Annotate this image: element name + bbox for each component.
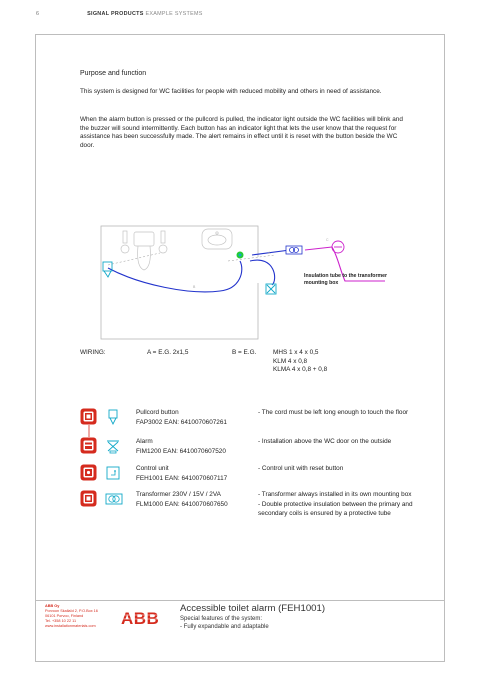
footer-divider [35,600,445,601]
company-name: ABB Oy [45,604,60,608]
control-unit-icon [80,464,97,481]
page-number: 6 [36,11,40,17]
diagram-label-c: C [326,238,329,242]
product-name: Control unit [136,465,169,472]
product-note: - Transformer always installed in its own mounting box [258,491,412,498]
abb-logo [121,609,161,627]
product-code: FEH1001 EAN: 6410070607117 [136,474,228,482]
paragraph-function: When the alarm button is pressed or the pullcord is pulled, the indicator light outside the WC facilities will blink and the buzzer will sound intermittently. Each button has an indicator light that lets the user know that the request for assistance has been successfully made. The alert remains in effect until it is reset with the button beside the WC door. [80,116,403,149]
product-transformer [80,490,440,534]
product-note: - Control unit with reset button [258,465,344,472]
product-note: - The cord must be left long enough to touch the floor [258,409,409,416]
pullcord-icon [80,408,97,425]
control-unit-symbol-icon [105,465,121,481]
alarm-device [237,252,244,259]
abb-logo-text: ABB [121,609,160,627]
product-code: FIM1200 EAN: 6410070607520 [136,447,226,455]
transformer-box [332,241,344,253]
wire-dashed [108,253,275,265]
product-name: Pullcord button [136,409,179,416]
product-name: Transformer 230V / 15V / 2VA [136,491,221,498]
transformer-symbol-icon [105,491,123,507]
alarm-icon [80,437,97,454]
product-name: Alarm [136,438,153,445]
footer-features [180,616,269,631]
alarm-symbol-icon [105,438,121,454]
annotation-line-1: Insulation tube to the transformer [304,273,388,279]
company-phone: Tel. +358 10 22 11 [45,619,77,623]
wiring-a: A = E.G. 2x1,5 [147,349,189,356]
company-city: 06101 Porvoo, Finland [45,614,84,618]
transformer-device [286,246,302,254]
footer-subtitle: Special features of the system: [180,616,263,622]
section-heading: Purpose and function [80,70,147,77]
transformer-icon [80,490,97,507]
cable-2: KLM 4 x 0,8 [273,357,308,365]
company-website: www.installationmaterials.com [45,624,96,628]
wire-magenta-2 [305,247,332,250]
company-info [45,604,125,629]
wiring-cables [273,349,327,375]
diagram-label-b: B [193,285,196,289]
brand-name: SIGNAL PRODUCTS [87,11,144,17]
wiring-label: WIRING: [80,349,106,356]
pullcord-string-icon [88,425,90,437]
product-code: FLM1000 EAN: 6410070607650 [136,500,228,508]
wiring-b: B = E.G. [232,349,257,356]
wire-blue-main [108,261,242,292]
footer-feature: - Fully expandable and adaptable [180,623,269,630]
wire-blue-pull [250,260,275,285]
cable-3: KLMA 4 x 0,8 + 0,8 [273,366,328,374]
footer-title: Accessible toilet alarm (FEH1001) [180,603,326,614]
cable-1: MHS 1 x 4 x 0,5 [273,349,319,356]
floor-plan-diagram [100,225,410,340]
product-note-2: - Double protective insulation between the primary and secondary coils is ensured by a protective tube [258,500,413,518]
toilet-fixture [121,231,167,270]
diagram-label-a: A [268,251,271,255]
control-unit-device [266,284,276,294]
section-name: EXAMPLE SYSTEMS [145,11,203,17]
pullcord-symbol-icon [105,409,121,425]
annotation-line-2: mounting box [304,280,339,286]
sink-fixture [202,229,232,249]
product-code: FAP3002 EAN: 6410070607261 [136,418,227,426]
company-address: Porvoon Skallaïd 2, P.O.Box 16 [45,609,98,613]
page-header [36,11,203,17]
product-note: - Installation above the WC door on the outside [258,438,392,445]
paragraph-purpose: This system is designed for WC facilities for people with reduced mobility and others in need of assistance. [80,88,382,95]
